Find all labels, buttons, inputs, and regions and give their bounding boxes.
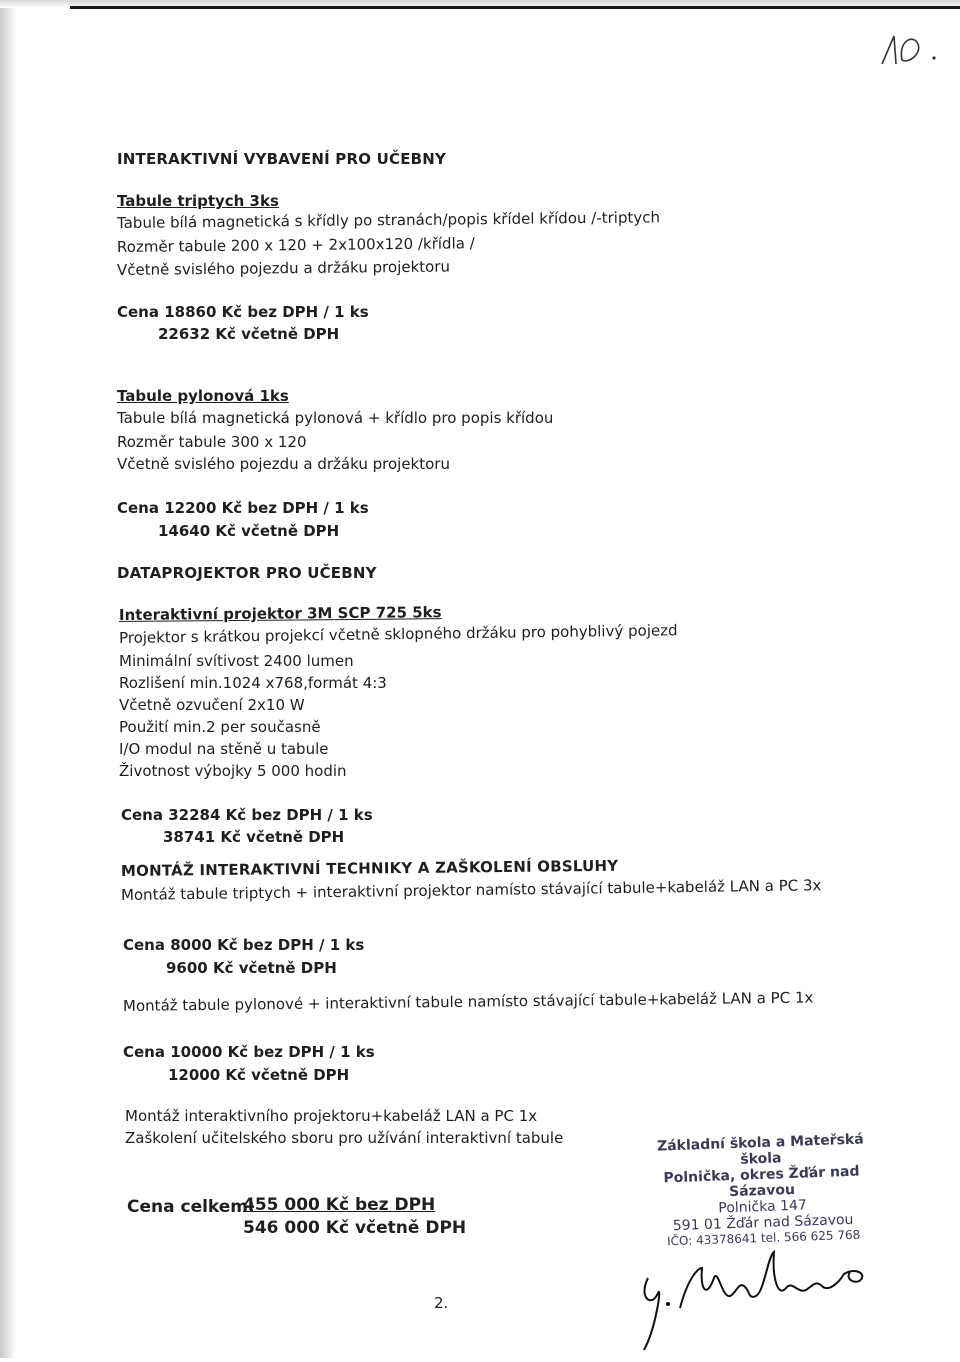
montaz-2-price-gross: 12000 Kč včetně DPH — [168, 1066, 350, 1084]
pylonova-line-1: Tabule bílá magnetická pylonová + křídlo pro popis křídou — [117, 409, 554, 427]
projector-price-gross: 38741 Kč včetně DPH — [163, 828, 345, 846]
stamp-line-1: Základní škola a Mateřská škola — [656, 1131, 864, 1168]
stamp-line-3: Polnička 147 — [718, 1197, 808, 1217]
handwritten-page-mark — [878, 30, 948, 74]
projector-line-5: Použití min.2 per současně — [119, 718, 321, 736]
total-net: 455 000 Kč bez DPH — [243, 1195, 436, 1215]
triptych-line-3: Včetně svislého pojezdu a držáku projektoru — [116, 257, 451, 279]
montaz-1-price-net: Cena 8000 Kč bez DPH / 1 ks — [123, 936, 365, 954]
stamp-line-2: Polnička, okres Žďár nad Sázavou — [663, 1163, 860, 1201]
section-title-pylonova: Tabule pylonová 1ks — [117, 387, 289, 405]
section-title-triptych: Tabule triptych 3ks — [117, 192, 279, 210]
triptych-line-1: Tabule bílá magnetická s křídly po stranách/popis křídel křídou /-triptych — [116, 208, 661, 232]
final-line-1: Montáž interaktivního projektoru+kabeláž LAN a PC 1x — [125, 1107, 538, 1125]
dataprojektor-heading: DATAPROJEKTOR PRO UČEBNY — [117, 564, 377, 582]
final-line-2: Zaškolení učitelského sboru pro užívání interaktivní tabule — [125, 1129, 564, 1147]
scan-edge-shadow — [0, 0, 16, 1358]
school-stamp — [650, 1131, 874, 1249]
triptych-price-gross: 22632 Kč včetně DPH — [158, 325, 340, 343]
projector-line-1: Projektor s krátkou projekcí včetně sklopného držáku pro pohyblivý pojezd — [118, 621, 678, 647]
projector-line-3: Rozlišení min.1024 x768,formát 4:3 — [119, 674, 387, 692]
total-gross: 546 000 Kč včetně DPH — [243, 1218, 467, 1238]
projector-line-4: Včetně ozvučení 2x10 W — [119, 696, 305, 714]
total-label: Cena celkem: — [127, 1197, 255, 1217]
pylonova-price-gross: 14640 Kč včetně DPH — [158, 522, 340, 540]
projector-line-6: I/O modul na stěně u tabule — [119, 740, 329, 758]
page-number: 2. — [434, 1294, 449, 1312]
page-heading: INTERAKTIVNÍ VYBAVENÍ PRO UČEBNY — [117, 150, 447, 168]
montaz-2-price-net: Cena 10000 Kč bez DPH / 1 ks — [123, 1043, 375, 1061]
projector-line-2: Minimální svítivost 2400 lumen — [119, 652, 354, 670]
section-title-projector: Interaktivní projektor 3M SCP 725 5ks — [118, 603, 442, 624]
montaz-item-2: Montáž tabule pylonové + interaktivní tabule namísto stávající tabule+kabeláž LAN a PC 1x — [122, 988, 814, 1015]
montaz-item-1: Montáž tabule triptych + interaktivní projektor namísto stávající tabule+kabeláž LAN a PC 3x — [120, 876, 822, 904]
triptych-line-2: Rozměr tabule 200 x 120 + 2x100x120 /křídla / — [116, 234, 475, 256]
top-rule — [70, 6, 960, 9]
pylonova-line-3: Včetně svislého pojezdu a držáku projektoru — [117, 455, 450, 473]
stamp-line-5: IČO: 43378641 tel. 566 625 768 — [666, 1227, 861, 1249]
pylonova-price-net: Cena 12200 Kč bez DPH / 1 ks — [117, 499, 369, 517]
projector-price-net: Cena 32284 Kč bez DPH / 1 ks — [121, 806, 373, 824]
montaz-heading: MONTÁŽ INTERAKTIVNÍ TECHNIKY A ZAŠKOLENÍ OBSLUHY — [120, 856, 619, 880]
pylonova-line-2: Rozměr tabule 300 x 120 — [117, 433, 307, 451]
stamp-line-4: 591 01 Žďár nad Sázavou — [672, 1211, 854, 1235]
handwritten-signature — [618, 1238, 878, 1362]
projector-line-7: Životnost výbojky 5 000 hodin — [119, 762, 347, 780]
triptych-price-net: Cena 18860 Kč bez DPH / 1 ks — [117, 303, 369, 321]
montaz-1-price-gross: 9600 Kč včetně DPH — [166, 959, 337, 977]
